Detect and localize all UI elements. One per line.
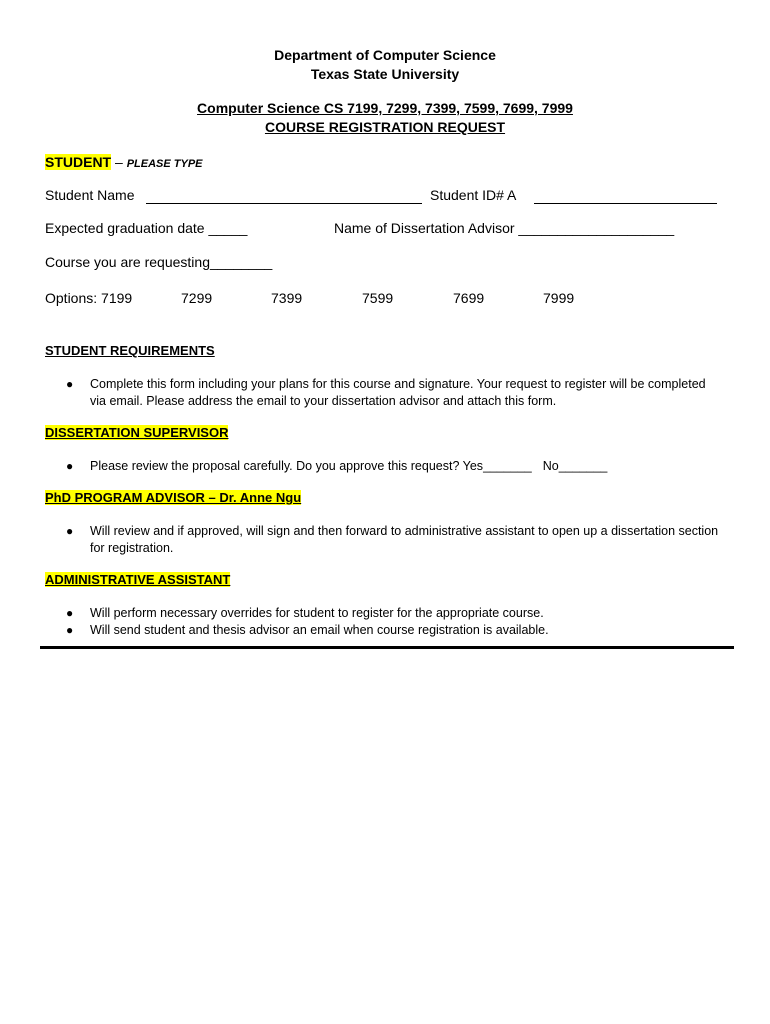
course-request-field[interactable]: ________	[210, 254, 273, 270]
graduation-date-row	[45, 220, 247, 236]
option-7999: 7999	[543, 290, 575, 306]
section-divider	[40, 646, 734, 649]
approve-yes-field[interactable]: _______	[483, 459, 532, 473]
university-title: Texas State University	[310, 66, 460, 82]
advisor-name-field[interactable]: ____________________	[518, 220, 675, 236]
student-requirements-list	[64, 376, 724, 410]
student-id-label: Student ID# A	[430, 187, 517, 203]
course-request-row	[45, 254, 272, 270]
graduation-date-label: Expected graduation date	[45, 220, 205, 236]
department-title: Department of Computer Science	[274, 47, 496, 63]
admin-assistant-list	[64, 605, 724, 639]
student-heading-row	[45, 154, 203, 170]
list-item: ● Complete this form including your plans for this course and signature. Your request to register will be completed via email. Please address the email to your dissertation advisor and attach this form.	[66, 377, 706, 408]
course-title: Computer Science CS 7199, 7299, 7399, 7599, 7699, 7999	[197, 100, 573, 116]
advisor-name-row	[334, 220, 674, 236]
list-item: ● Please review the proposal carefully. Do you approve this request? Yes_______ No_______	[66, 459, 608, 473]
dissertation-supervisor-list	[64, 458, 724, 475]
bullet-icon: ●	[66, 524, 74, 538]
list-item: ● Will review and if approved, will sign and then forward to administrative assistant to open up a dissertation section for registration.	[66, 524, 719, 555]
student-heading: STUDENT	[45, 154, 112, 170]
student-id-field[interactable]	[534, 187, 717, 204]
option-7399: 7399	[271, 290, 303, 306]
option-7699: 7699	[453, 290, 485, 306]
please-type-note: PLEASE TYPE	[126, 158, 203, 170]
phd-advisor-list	[64, 523, 724, 557]
course-request-label: Course you are requesting	[45, 254, 210, 270]
form-title: COURSE REGISTRATION REQUEST	[264, 119, 506, 135]
list-item: ● Will send student and thesis advisor an email when course registration is available.	[66, 623, 549, 637]
admin-assistant-heading: ADMINISTRATIVE ASSISTANT	[45, 572, 231, 587]
student-requirements-heading: STUDENT REQUIREMENTS	[45, 343, 215, 358]
bullet-icon: ●	[66, 459, 74, 473]
advisor-name-label: Name of Dissertation Advisor	[334, 220, 515, 236]
approve-no-field[interactable]: _______	[558, 459, 608, 473]
bullet-icon: ●	[66, 377, 74, 391]
student-name-field[interactable]	[146, 187, 422, 204]
bullet-icon: ●	[66, 606, 74, 620]
option-7599: 7599	[362, 290, 394, 306]
graduation-date-field[interactable]: _____	[208, 220, 248, 236]
options-label: Options: 7199	[45, 290, 133, 306]
phd-advisor-heading: PhD PROGRAM ADVISOR – Dr. Anne Ngu	[45, 490, 302, 505]
bullet-icon: ●	[66, 623, 74, 637]
approve-no-label: No	[542, 459, 559, 473]
list-item: ● Will perform necessary overrides for student to register for the appropriate course.	[66, 606, 544, 620]
student-name-label: Student Name	[45, 187, 135, 203]
student-dash: –	[111, 154, 127, 170]
dissertation-supervisor-heading: DISSERTATION SUPERVISOR	[45, 425, 229, 440]
option-7299: 7299	[181, 290, 213, 306]
